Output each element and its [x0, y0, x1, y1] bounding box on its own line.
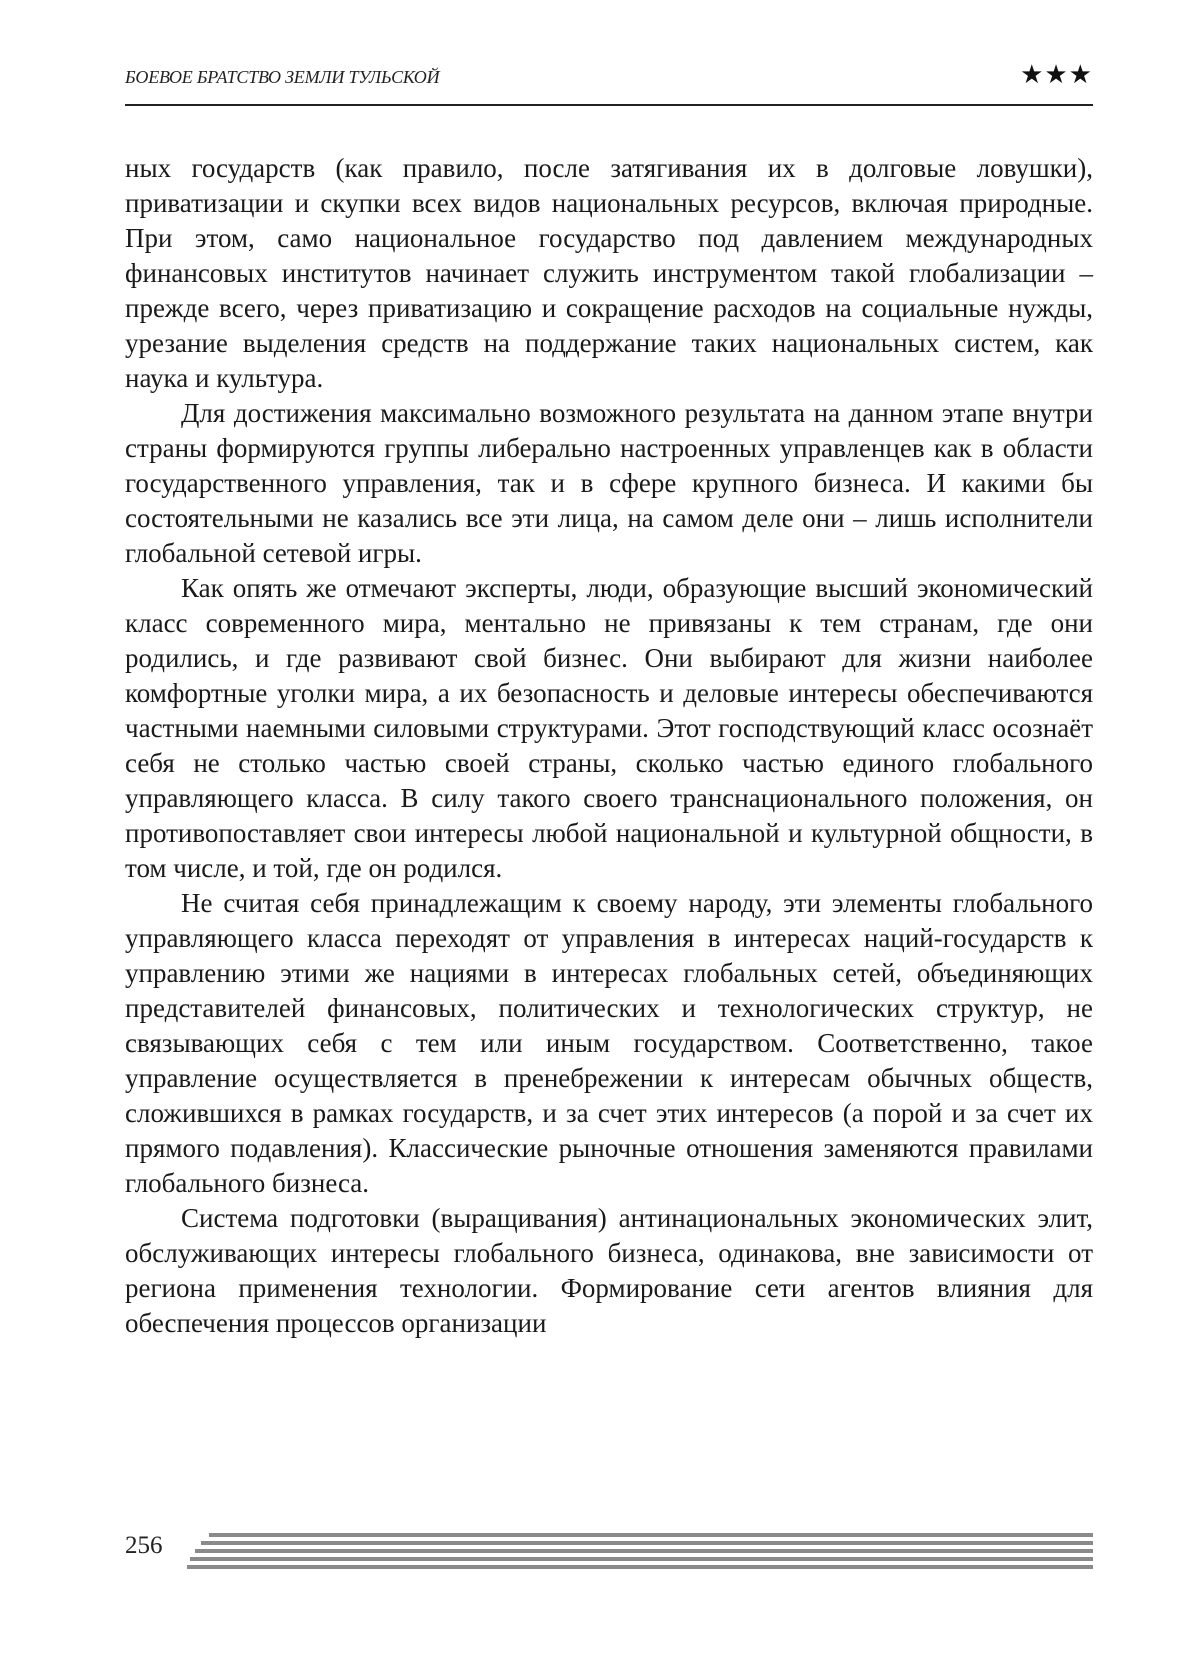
page-footer [125, 1532, 1093, 1572]
footer-stripe [187, 1565, 1093, 1569]
body-text [125, 151, 1093, 1341]
footer-stripes-decoration [187, 1533, 1093, 1569]
paragraph: Не считая себя принадлежащим к своему народу, эти элементы глобального управляющего класса переходят от управления в интересах наций-государств к управлению этими же нациями в интересах глобальных сетей, объединяющих представителей финансовых, политических и технологических структур, не связывающих себя с тем или иным государством. Соответственно, такое управление осуществляется в пренебрежении к интересам обычных обществ, сложившихся в рамках государств, и за счет этих интересов (а порой и за счет их прямого подавления). Классические рыночные отношения заменяются правилами глобального бизнеса. [125, 888, 1093, 1198]
footer-stripe [190, 1557, 1093, 1561]
running-header [125, 60, 1093, 106]
page-number: 256 [125, 1532, 163, 1559]
paragraph: Как опять же отмечают эксперты, люди, образующие высший экономический класс современного мира, ментально не привязаны к тем странам, где они родились, и где развивают свой бизнес. Они выбирают для жизни наиболее комфортные уголки мира, а их безопасность и деловые интересы обеспечиваются частными наемными силовыми структурами. Этот господствующий класс осознаёт себя не столько частью своей страны, сколько частью единого глобального управляющего класса. В силу такого своего транснационального положения, он противопоставляет свои интересы любой национальной и культурной общности, в том числе, и той, где он родился. [125, 573, 1093, 883]
paragraph: Для достижения максимально возможного результата на данном этапе внутри страны формируются группы либерально настроенных управленцев как в области государственного управления, так и в сфере крупного бизнеса. И какими бы состоятельными не казались все эти лица, на самом деле они – лишь исполнители глобальной сетевой игры. [125, 398, 1093, 568]
footer-stripe [209, 1533, 1093, 1537]
footer-stripe [201, 1541, 1093, 1545]
paragraph: ных государств (как правило, после затягивания их в долговые ловушки), приватизации и скупки всех видов национальных ресурсов, включая природные. При этом, само национальное государство под давлением международных финансовых институтов начинает служить инструментом такой глобализации – прежде всего, через приватизацию и сокращение расходов на социальные нужды, урезание выделения средств на поддержание таких национальных систем, как наука и культура. [125, 153, 1093, 393]
header-title: БОЕВОЕ БРАТСТВО ЗЕМЛИ ТУЛЬСКОЙ [125, 67, 440, 87]
footer-stripe [195, 1549, 1093, 1553]
paragraph: Система подготовки (выращивания) антинациональных экономических элит, обслуживающих интересы глобального бизнеса, одинакова, вне зависимости от региона применения технологии. Формирование сети агентов влияния для обеспечения процессов организации [125, 1203, 1093, 1338]
header-stars-icon: ★★★ [1020, 60, 1093, 90]
